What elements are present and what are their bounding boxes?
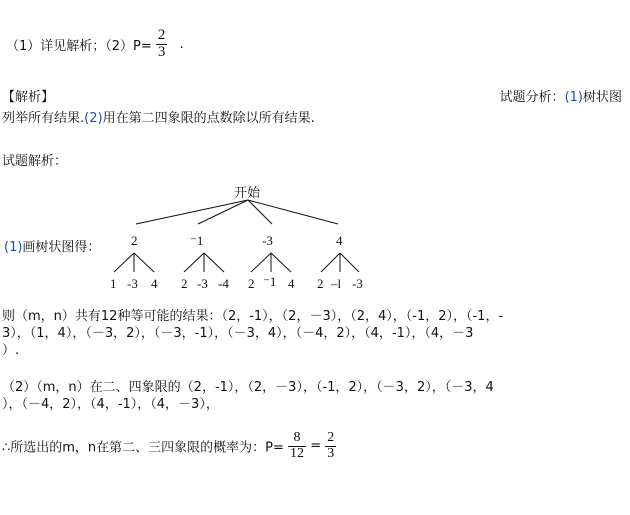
analysis-line-a: 列举所有结果. [2, 111, 85, 126]
tree-leaf: 4 [288, 276, 295, 291]
analysis-tag-rest: 树状图 [582, 90, 622, 105]
conclusion-fraction-2 [325, 431, 336, 461]
conclusion-text: ∴所选出的m，n在第二、三四象限的概率为：P= [2, 440, 284, 456]
tree-leaf: ⁻1 [263, 274, 277, 289]
tree-node-neg3: -3 [262, 233, 273, 248]
tree-leaf: 2 [317, 276, 324, 291]
conclusion-line [2, 431, 336, 461]
tree-leaf: -3 [197, 276, 208, 291]
tree-leaf: 1 [110, 276, 117, 291]
results-line-2: 3），（1，4），（－3，2），（－3，-1），（－3，4），（－4，2），（4，-1），（4，－3 [2, 326, 474, 341]
answer-end: . [179, 36, 184, 52]
tree-leaf: -4 [218, 276, 229, 291]
part2-line-2: ），（－4，2），（4，-1），（4，－3）， [2, 397, 219, 412]
results-line-1: 则（m，n）共有12种等可能的结果：（2，-1），（2，－3），（2，4），（-1，2），（-1，- [2, 309, 504, 324]
tree-leaf: 2 [248, 276, 255, 291]
solution-heading: 试题解析： [2, 154, 68, 169]
conclusion-fraction-2-numerator: 2 [327, 430, 335, 445]
part2-line-1: （2）（m，n）在二、四象限的（2，-1），（2，－3），（-1，2），（－3，2），（－3，4 [2, 380, 494, 395]
tree-leaf: 2 [181, 276, 188, 291]
analysis-heading: 【解析】 [2, 90, 55, 105]
tree-node-neg1: ⁻1 [190, 233, 204, 248]
conclusion-fraction-2-denominator: 3 [327, 445, 335, 461]
tree-leaf: -3 [352, 276, 363, 291]
conclusion-equals: = [310, 438, 322, 454]
tree-root-label: 开始 [234, 186, 261, 201]
tree-node-4: 4 [336, 233, 343, 248]
tree-leaf: 4 [151, 276, 158, 291]
analysis-line-b: 用在第二四象限的点数除以所有结果. [102, 111, 315, 126]
results-line-3: ）. [2, 343, 20, 358]
analysis-tag-number: (1) [564, 90, 583, 105]
analysis-line-number: (2) [84, 111, 103, 126]
tree-leaf: -3 [127, 276, 138, 291]
tree-leaf: –l [331, 276, 342, 291]
tree-draw-label-number: (1) [4, 240, 23, 255]
tree-draw-label-text: 画树状图得： [22, 240, 101, 255]
answer-fraction-denominator: 3 [157, 43, 166, 60]
answer-fraction-numerator: 2 [157, 27, 166, 43]
conclusion-fraction-1-numerator: 8 [293, 430, 301, 445]
answer-text: （1）详见解析；（2）P= [6, 38, 152, 54]
conclusion-fraction-1 [288, 431, 306, 461]
tree-draw-label [4, 236, 100, 255]
conclusion-fraction-1-denominator: 12 [290, 445, 305, 461]
analysis-tag-prefix: 试题分析： [499, 90, 565, 105]
tree-node-2: 2 [131, 233, 138, 248]
